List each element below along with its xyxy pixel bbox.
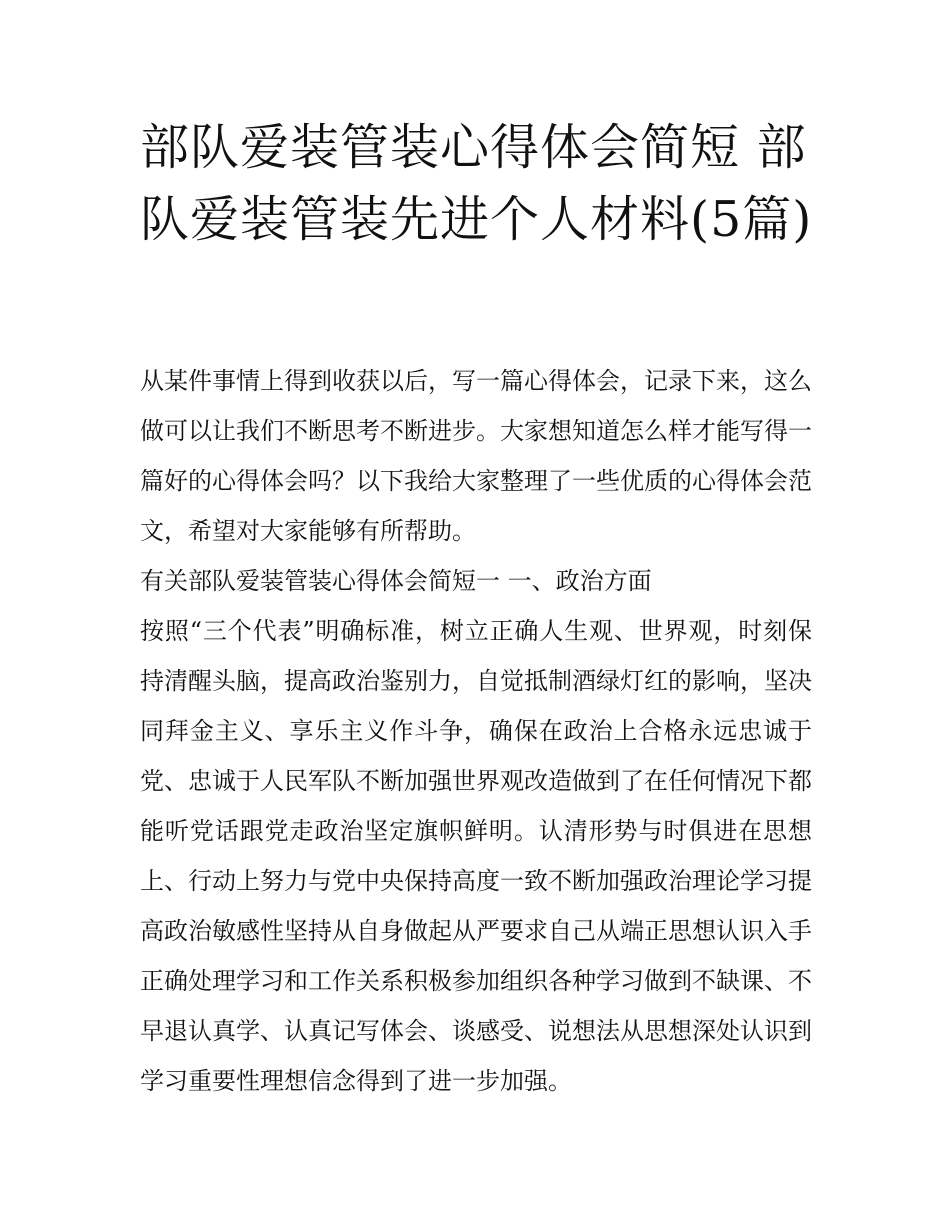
document-body bbox=[140, 356, 812, 1106]
section-body-paragraph: 按照“三个代表”明确标准，树立正确人生观、世界观，时刻保持清醒头脑，提高政治鉴别力，自觉抵制酒绿灯红的影响，坚决同拜金主义、享乐主义作斗争，确保在政治上合格永远忠诚于党、忠诚于人民军队不断加强世界观改造做到了在任何情况下都能听党话跟党走政治坚定旗帜鲜明。认清形势与时俱进在思想上、行动上努力与党中央保持高度一致不断加强政治理论学习提高政治敏感性坚持从自身做起从严要求自己从端正思想认识入手正确处理学习和工作关系积极参加组织各种学习做到不缺课、不早退认真学、认真记写体会、谈感受、说想法从思想深处认识到学习重要性理想信念得到了进一步加强。 bbox=[140, 617, 812, 1095]
intro-paragraph: 从某件事情上得到收获以后，写一篇心得体会，记录下来，这么做可以让我们不断思考不断进步。大家想知道怎么样才能写得一篇好的心得体会吗？以下我给大家整理了一些优质的心得体会范文，希望对大家能够有所帮助。 bbox=[140, 367, 812, 545]
section-heading: 有关部队爱装管装心得体会简短一 一、政治方面 bbox=[140, 567, 652, 595]
document-title: 部队爱装管装心得体会简短 部队爱装管装先进个人材料(5篇) bbox=[140, 119, 813, 248]
